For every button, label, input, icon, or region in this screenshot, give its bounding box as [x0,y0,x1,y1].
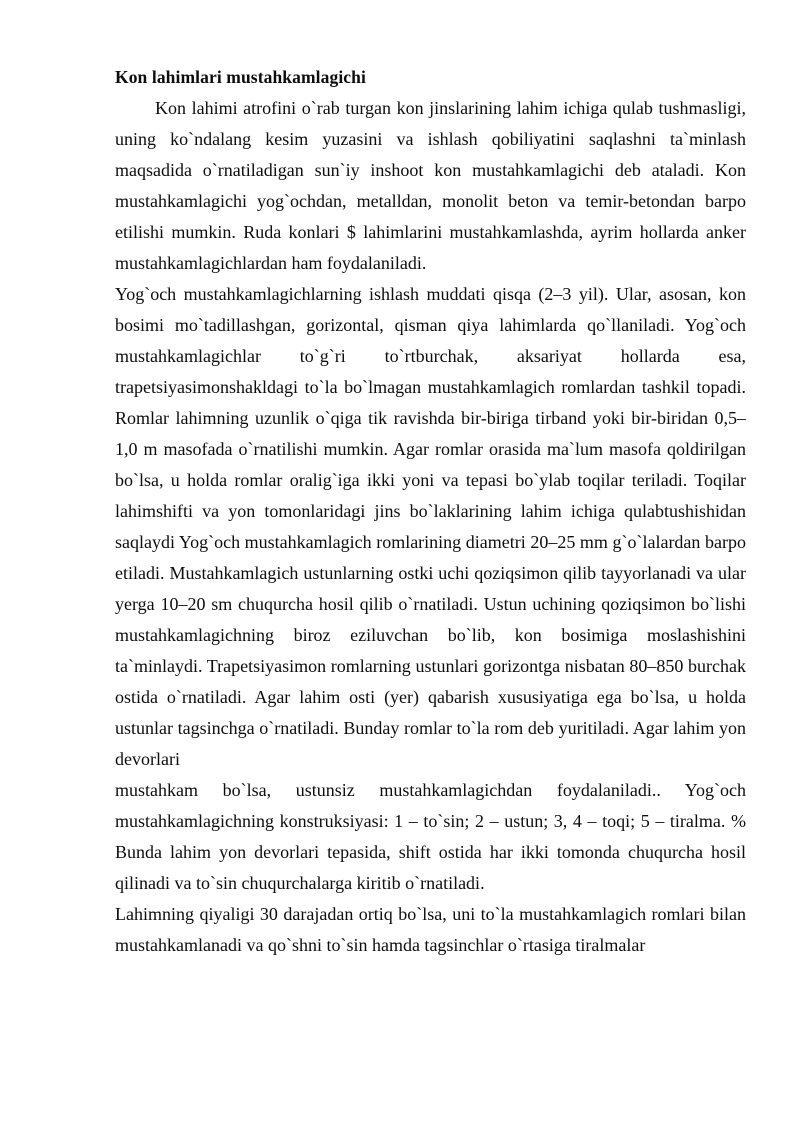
paragraph-intro: Kon lahimi atrofini o`rab turgan kon jinslarining lahim ichiga qulab tushmasligi, uning ko`ndalang kesim yuzasini va ishlash qobiliyatini saqlashni ta`minlash maqsadida o`rnatiladigan sun`iy inshoot kon mustahkamlagichi deb ataladi. Kon mustahkamlagichi yog`ochdan, metalldan, monolit beton va temir-betondan barpo etilishi mumkin. Ruda konlari $ lahimlarini mustahkamlashda, ayrim hollarda anker mustahkamlagichlardan ham foydalaniladi. [115,98,746,273]
paragraph-mustahkam: mustahkam bo`lsa, ustunsiz mustahkamlagichdan foydalaniladi.. Yog`och mustahkamlagichning konstruksiyasi: 1 – to`sin; 2 – ustun; 3, 4 – toqi; 5 – tiralma. % Bunda lahim yon devorlari tepasida, shift ostida har ikki tomonda chuqurcha hosil qilinadi va to`sin chuqurchalarga kiritib o`rnatiladi. [115,780,746,893]
page-title: Kon lahimlari mustahkamlagichi [115,67,366,87]
text-column [115,62,746,961]
paragraph-lahimning: Lahimning qiyaligi 30 darajadan ortiq bo`lsa, uni to`la mustahkamlagich romlari bilan mustahkamlanadi va qo`shni to`sin hamda tagsinchlar o`rtasiga tiralmalar [115,904,746,955]
paragraph-yogoch: Yog`och mustahkamlagichlarning ishlash muddati qisqa (2–3 yil). Ular, asosan, kon bosimi mo`tadillashgan, gorizontal, qisman qiya lahimlarda qo`llaniladi. Yog`och mustahkamlagichlar to`g`ri to`rtburchak, aksariyat hollarda esa, trapetsiyasimonshakldagi to`la bo`lmagan mustahkamlagich romlardan tashkil topadi. Romlar lahimning uzunlik o`qiga tik ravishda bir-biriga tirband yoki bir-biridan 0,5–1,0 m masofada o`rnatilishi mumkin. Agar romlar orasida ma`lum masofa qoldirilgan bo`lsa, u holda romlar oralig`iga ikki yoni va tepasi bo`ylab toqilar teriladi. Toqilar lahimshifti va yon tomonlaridagi jins bo`laklarining lahim ichiga qulabtushishidan saqlaydi Yog`och mustahkamlagich romlarining diametri 20–25 mm g`o`lalardan barpo etiladi. Mustahkamlagich ustunlarning ostki uchi qoziqsimon qilib tayyorlanadi va ular yerga 10–20 sm chuqurcha hosil qilib o`rnatiladi. Ustun uchining qoziqsimon bo`lishi mustahkamlagichning biroz eziluvchan bo`lib, kon bosimiga moslashishini ta`minlaydi. Trapetsiyasimon romlarning ustunlari gorizontga nisbatan 80–850 burchak ostida o`rnatiladi. Agar lahim osti (yer) qabarish xususiyatiga ega bo`lsa, u holda ustunlar tagsinchga o`rnatiladi. Bunday romlar to`la rom deb yuritiladi. Agar lahim yon devorlari [115,284,746,769]
